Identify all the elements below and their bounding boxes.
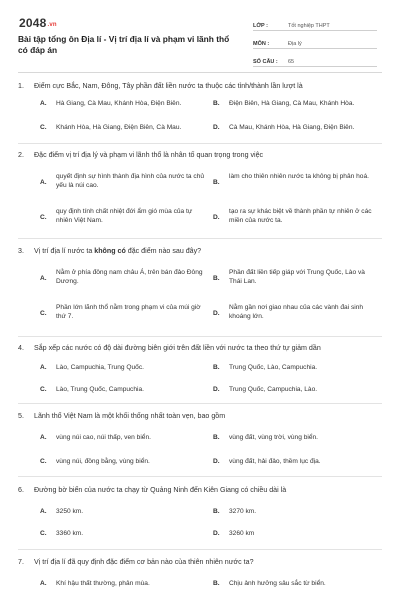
question-number: 3. [18, 247, 24, 255]
option-text: Hà Giang, Cà Mau, Khánh Hòa, Điện Biên. [56, 100, 182, 107]
option-text: vùng núi cao, núi thấp, ven biển. [56, 434, 151, 441]
document-title: Bài tập tổng ôn Địa lí - Vị trí địa lí và phạm vi lãnh thổ có đáp án [18, 34, 230, 55]
question-text [18, 82, 382, 91]
question-text [18, 344, 382, 353]
option-text: Nằm gần nơi giao nhau của các vành đai sinh khoáng lớn. [229, 304, 364, 320]
option-text: 3250 km. [56, 508, 84, 515]
option-text: vùng đất, vùng trời, vùng biển. [229, 434, 318, 441]
option-text: vùng đất, hải đảo, thềm lục địa. [229, 458, 321, 465]
question-text [18, 247, 382, 256]
site-logo[interactable] [19, 16, 57, 30]
option-text: Phần lớn lãnh thổ nằm trong phạm vi của múi giờ thứ 7. [56, 304, 201, 320]
question-1 [18, 82, 382, 131]
question-number: 2. [18, 151, 24, 159]
info-value: Địa lý [288, 41, 302, 47]
question-prompt: Vị trí địa lí đã quy định đặc điểm cơ bản nào của thiên nhiên nước ta? [34, 558, 254, 566]
question-text [18, 151, 382, 160]
question-separator [18, 403, 382, 404]
question-6 [18, 486, 382, 537]
question-4 [18, 344, 382, 393]
question-number: 4. [18, 344, 24, 352]
option-text: 3270 km. [229, 508, 257, 515]
option-text: 3360 km. [56, 530, 84, 537]
question-5 [18, 412, 382, 465]
option-letter: C. [40, 530, 47, 537]
logo-suffix: .vn [47, 22, 57, 28]
question-prompt: Đường bờ biển của nước ta chạy từ Quảng Ninh đến Kiên Giang có chiều dài là [34, 486, 287, 494]
option-text: Lào, Trung Quốc, Campuchia. [56, 386, 144, 393]
option-letter: A. [40, 434, 47, 441]
question-prompt: Sắp xếp các nước có độ dài đường biên giới trên đất liền với nước ta theo thứ tự giảm dần [34, 344, 321, 352]
logo-text: 2048 [19, 16, 47, 30]
option-letter: A. [40, 580, 47, 587]
option-letter: B. [213, 508, 220, 515]
info-value: 65 [288, 59, 295, 65]
option-text: quy định tính chất nhiệt đới ẩm gió mùa của tự nhiên Việt Nam. [56, 208, 193, 224]
option-text: Khánh Hòa, Hà Giang, Điện Biên, Cà Mau. [56, 124, 182, 131]
option-letter: B. [213, 364, 220, 371]
option-text: Trung Quốc, Campuchia, Lào. [229, 386, 318, 393]
question-separator [18, 238, 382, 239]
option-text: Lào, Campuchia, Trung Quốc. [56, 364, 144, 371]
question-prompt-end: đặc điểm nào sau đây? [125, 247, 202, 255]
info-box [253, 16, 377, 67]
question-number: 6. [18, 486, 24, 494]
option-letter: D. [213, 124, 220, 131]
question-text [18, 558, 382, 567]
option-letter: B. [213, 179, 220, 186]
option-letter: C. [40, 310, 47, 317]
option-text: Phần đất liền tiếp giáp với Trung Quốc, Lào và Thái Lan. [229, 269, 365, 285]
option-letter: C. [40, 386, 47, 393]
question-emphasis: không có [94, 247, 126, 255]
info-label: LỚP : [253, 23, 268, 29]
option-text: làm cho thiên nhiên nước ta không bị phân hoá. [229, 173, 369, 180]
info-row-count [253, 52, 377, 67]
option-text: quyết định sự hình thành địa hình của nước ta chủ yếu là núi cao. [56, 173, 205, 189]
option-letter: A. [40, 508, 47, 515]
question-text [18, 412, 382, 421]
option-text: 3260 km [229, 530, 255, 537]
option-letter: D. [213, 386, 220, 393]
question-text [18, 486, 382, 495]
question-number: 7. [18, 558, 24, 566]
option-letter: D. [213, 458, 220, 465]
option-letter: A. [40, 275, 47, 282]
option-text: tạo ra sự khác biệt về thành phần tự nhiên ở các miền của nước ta. [229, 208, 372, 224]
question-prompt: Điểm cực Bắc, Nam, Đông, Tây phần đất liền nước ta thuộc các tỉnh/thành lần lượt là [34, 82, 303, 90]
option-letter: A. [40, 179, 47, 186]
info-row-subject [253, 34, 377, 49]
info-label: SỐ CÂU : [253, 59, 278, 65]
info-value: Tốt nghiệp THPT [288, 23, 330, 29]
option-text: Trung Quốc, Lào, Campuchia. [229, 364, 318, 371]
info-row-class [253, 16, 377, 31]
option-text: Nằm ở phía đông nam châu Á, trên bán đảo Đông Dương. [56, 269, 203, 285]
option-letter: A. [40, 364, 47, 371]
question-number: 5. [18, 412, 24, 420]
option-letter: D. [213, 310, 220, 317]
question-separator [18, 476, 382, 477]
option-letter: C. [40, 214, 47, 221]
option-letter: B. [213, 275, 220, 282]
option-text: Điện Biên, Hà Giang, Cà Mau, Khánh Hòa. [229, 100, 355, 107]
option-text: Cà Mau, Khánh Hòa, Hà Giang, Điện Biên. [229, 124, 355, 131]
question-separator [18, 336, 382, 337]
document-header [18, 10, 382, 72]
option-text: Chịu ảnh hưởng sâu sắc từ biển. [229, 580, 326, 587]
question-7 [18, 558, 382, 587]
question-separator [18, 143, 382, 144]
option-letter: A. [40, 100, 47, 107]
question-separator [18, 549, 382, 550]
question-prompt: Đặc điểm vị trí địa lý và phạm vi lãnh thổ là nhân tố quan trọng trong việc [34, 151, 264, 159]
question-prompt: Lãnh thổ Việt Nam là một khối thống nhất toàn vẹn, bao gồm [34, 412, 226, 420]
option-letter: B. [213, 434, 220, 441]
option-letter: D. [213, 214, 220, 221]
option-letter: C. [40, 458, 47, 465]
question-3 [18, 247, 382, 320]
option-text: vùng núi, đồng bằng, vùng biển. [56, 458, 150, 465]
question-number: 1. [18, 82, 24, 90]
option-letter: C. [40, 124, 47, 131]
question-2 [18, 151, 382, 224]
option-text: Khí hậu thất thường, phân mùa. [56, 580, 150, 587]
info-label: MÔN : [253, 41, 270, 47]
question-prompt: Vị trí địa lí nước ta [34, 247, 95, 255]
option-letter: B. [213, 580, 220, 587]
header-divider [18, 72, 382, 73]
option-letter: D. [213, 530, 220, 537]
option-letter: B. [213, 100, 220, 107]
